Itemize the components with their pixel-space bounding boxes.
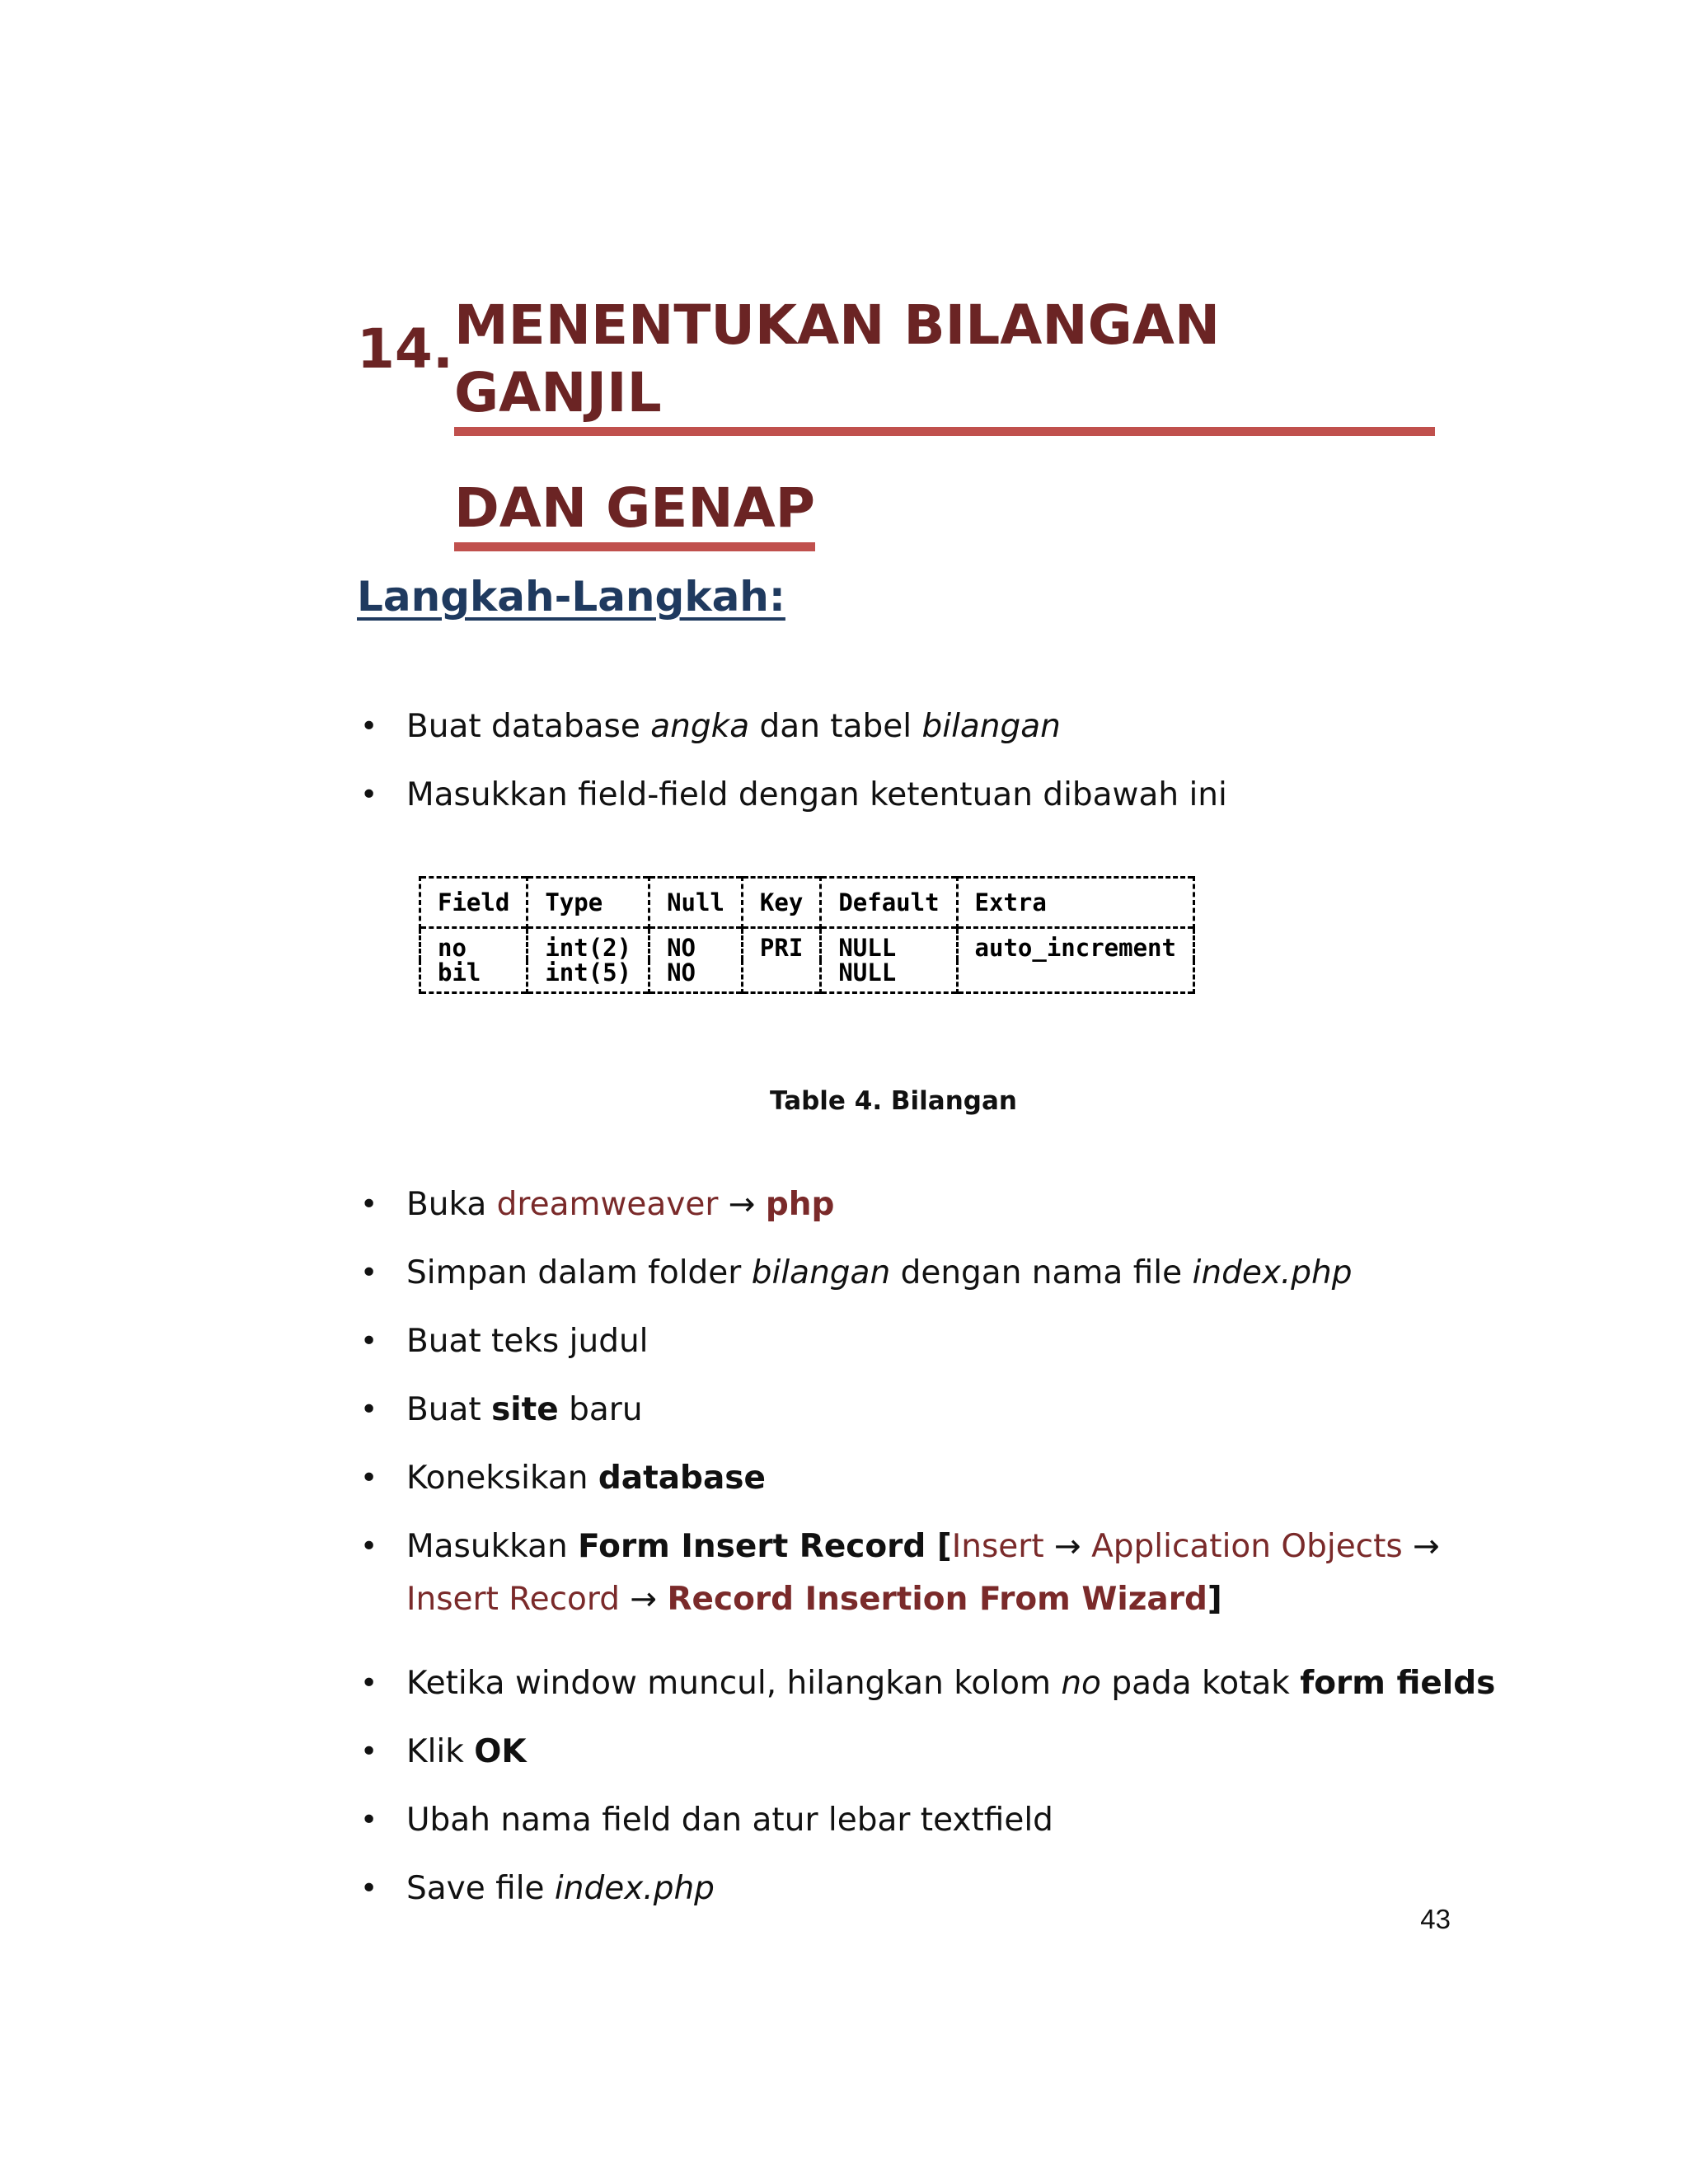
cell: auto_increment (957, 928, 1193, 961)
arrow: → (1043, 1528, 1092, 1565)
mysql-describe-table (419, 876, 1367, 994)
header-field: Field (420, 878, 528, 928)
app-name: dreamweaver (496, 1186, 719, 1223)
bullet-icon: • (360, 1188, 378, 1221)
bold-term: form fields (1300, 1665, 1496, 1702)
bullet-icon: • (360, 1530, 378, 1563)
bullet-icon: • (360, 1872, 378, 1905)
bold-term: OK (474, 1733, 527, 1770)
bold-term: site (491, 1391, 559, 1428)
list-item (357, 1863, 1495, 1931)
list-item (357, 1452, 1495, 1521)
header-default: Default (821, 878, 957, 928)
menu-php: php (765, 1186, 835, 1223)
section-subheading: Langkah-Langkah: (357, 573, 785, 621)
list-item (357, 1247, 1495, 1315)
step-text: pada kotak (1100, 1665, 1301, 1702)
list-item-continuation (406, 1573, 1495, 1626)
steps-list-a (357, 701, 1227, 837)
step-text: Buat database (406, 708, 651, 745)
bracket-open: [ (926, 1528, 952, 1565)
step-text: Koneksikan (406, 1460, 598, 1497)
cell: int(5) (528, 960, 649, 993)
folder-name: bilangan (751, 1254, 891, 1291)
cell: PRI (742, 928, 820, 961)
chapter-title-line-2: DAN GENAP (454, 475, 815, 551)
bullet-icon: • (360, 710, 378, 743)
cell: int(2) (528, 928, 649, 961)
header-null: Null (649, 878, 743, 928)
menu-insert-record: Insert Record (406, 1581, 621, 1618)
bullet-icon: • (360, 1735, 378, 1769)
bullet-icon: • (360, 1666, 378, 1700)
step-text: dan tabel (749, 708, 922, 745)
bracket-close: ] (1207, 1581, 1222, 1618)
step-text: dengan nama file (890, 1254, 1193, 1291)
list-item (357, 1179, 1495, 1247)
step-text: Ubah nama field dan atur lebar textfield (406, 1802, 1053, 1839)
step-text: Buka (406, 1186, 497, 1223)
list-item (357, 769, 1227, 837)
steps-list-b (357, 1179, 1495, 1931)
step-text: Buat teks judul (406, 1323, 649, 1360)
bullet-icon: • (360, 1461, 378, 1495)
bullet-icon: • (360, 1803, 378, 1837)
page-number: 43 (1420, 1904, 1451, 1934)
step-text: baru (558, 1391, 643, 1428)
bullet-icon: • (360, 1393, 378, 1427)
list-item (357, 1521, 1495, 1657)
list-item (357, 701, 1227, 769)
chapter-number: 14. (357, 317, 453, 381)
chapter-title-line-1: MENENTUKAN BILANGAN GANJIL (454, 292, 1435, 436)
step-text: Masukkan (406, 1528, 579, 1565)
arrow: → (620, 1581, 668, 1618)
list-item (357, 1726, 1495, 1794)
arrow: → (718, 1186, 766, 1223)
cell: NO (649, 960, 743, 993)
table-caption: Table 4. Bilangan (770, 1086, 1017, 1116)
arrow: → (1402, 1528, 1440, 1565)
step-text: Buat (406, 1391, 492, 1428)
header-extra: Extra (957, 878, 1193, 928)
bullet-icon: • (360, 1256, 378, 1290)
table-name: bilangan (921, 708, 1061, 745)
list-item (357, 1794, 1495, 1863)
step-text: Ketika window muncul, hilangkan kolom (406, 1665, 1062, 1702)
file-name: index.php (1192, 1254, 1353, 1291)
cell: no (420, 928, 528, 961)
header-key: Key (742, 878, 820, 928)
table-header-row (420, 878, 1194, 928)
chapter-title (454, 292, 1435, 566)
cell (742, 960, 820, 993)
cell: NO (649, 928, 743, 961)
bullet-icon: • (360, 778, 378, 812)
header-type: Type (528, 878, 649, 928)
menu-record-insertion-wizard: Record Insertion From Wizard (667, 1581, 1207, 1618)
step-text: Simpan dalam folder (406, 1254, 752, 1291)
table-row (420, 960, 1194, 993)
menu-application-objects: Application Objects (1091, 1528, 1403, 1565)
bullet-icon: • (360, 1324, 378, 1358)
table-row (420, 928, 1194, 961)
list-item (357, 1384, 1495, 1452)
bold-term: database (598, 1460, 766, 1497)
cell (957, 960, 1193, 993)
bold-term: Form Insert Record (578, 1528, 926, 1565)
cell: NULL (821, 960, 957, 993)
menu-insert: Insert (951, 1528, 1044, 1565)
file-name: index.php (554, 1870, 715, 1907)
step-text: Masukkan field-field dengan ketentuan dibawah ini (406, 776, 1227, 813)
list-item (357, 1315, 1495, 1384)
list-item (357, 1657, 1495, 1726)
cell: bil (420, 960, 528, 993)
step-text: Klik (406, 1733, 475, 1770)
cell: NULL (821, 928, 957, 961)
column-name: no (1061, 1665, 1101, 1702)
step-text: Save file (406, 1870, 555, 1907)
db-name: angka (650, 708, 750, 745)
